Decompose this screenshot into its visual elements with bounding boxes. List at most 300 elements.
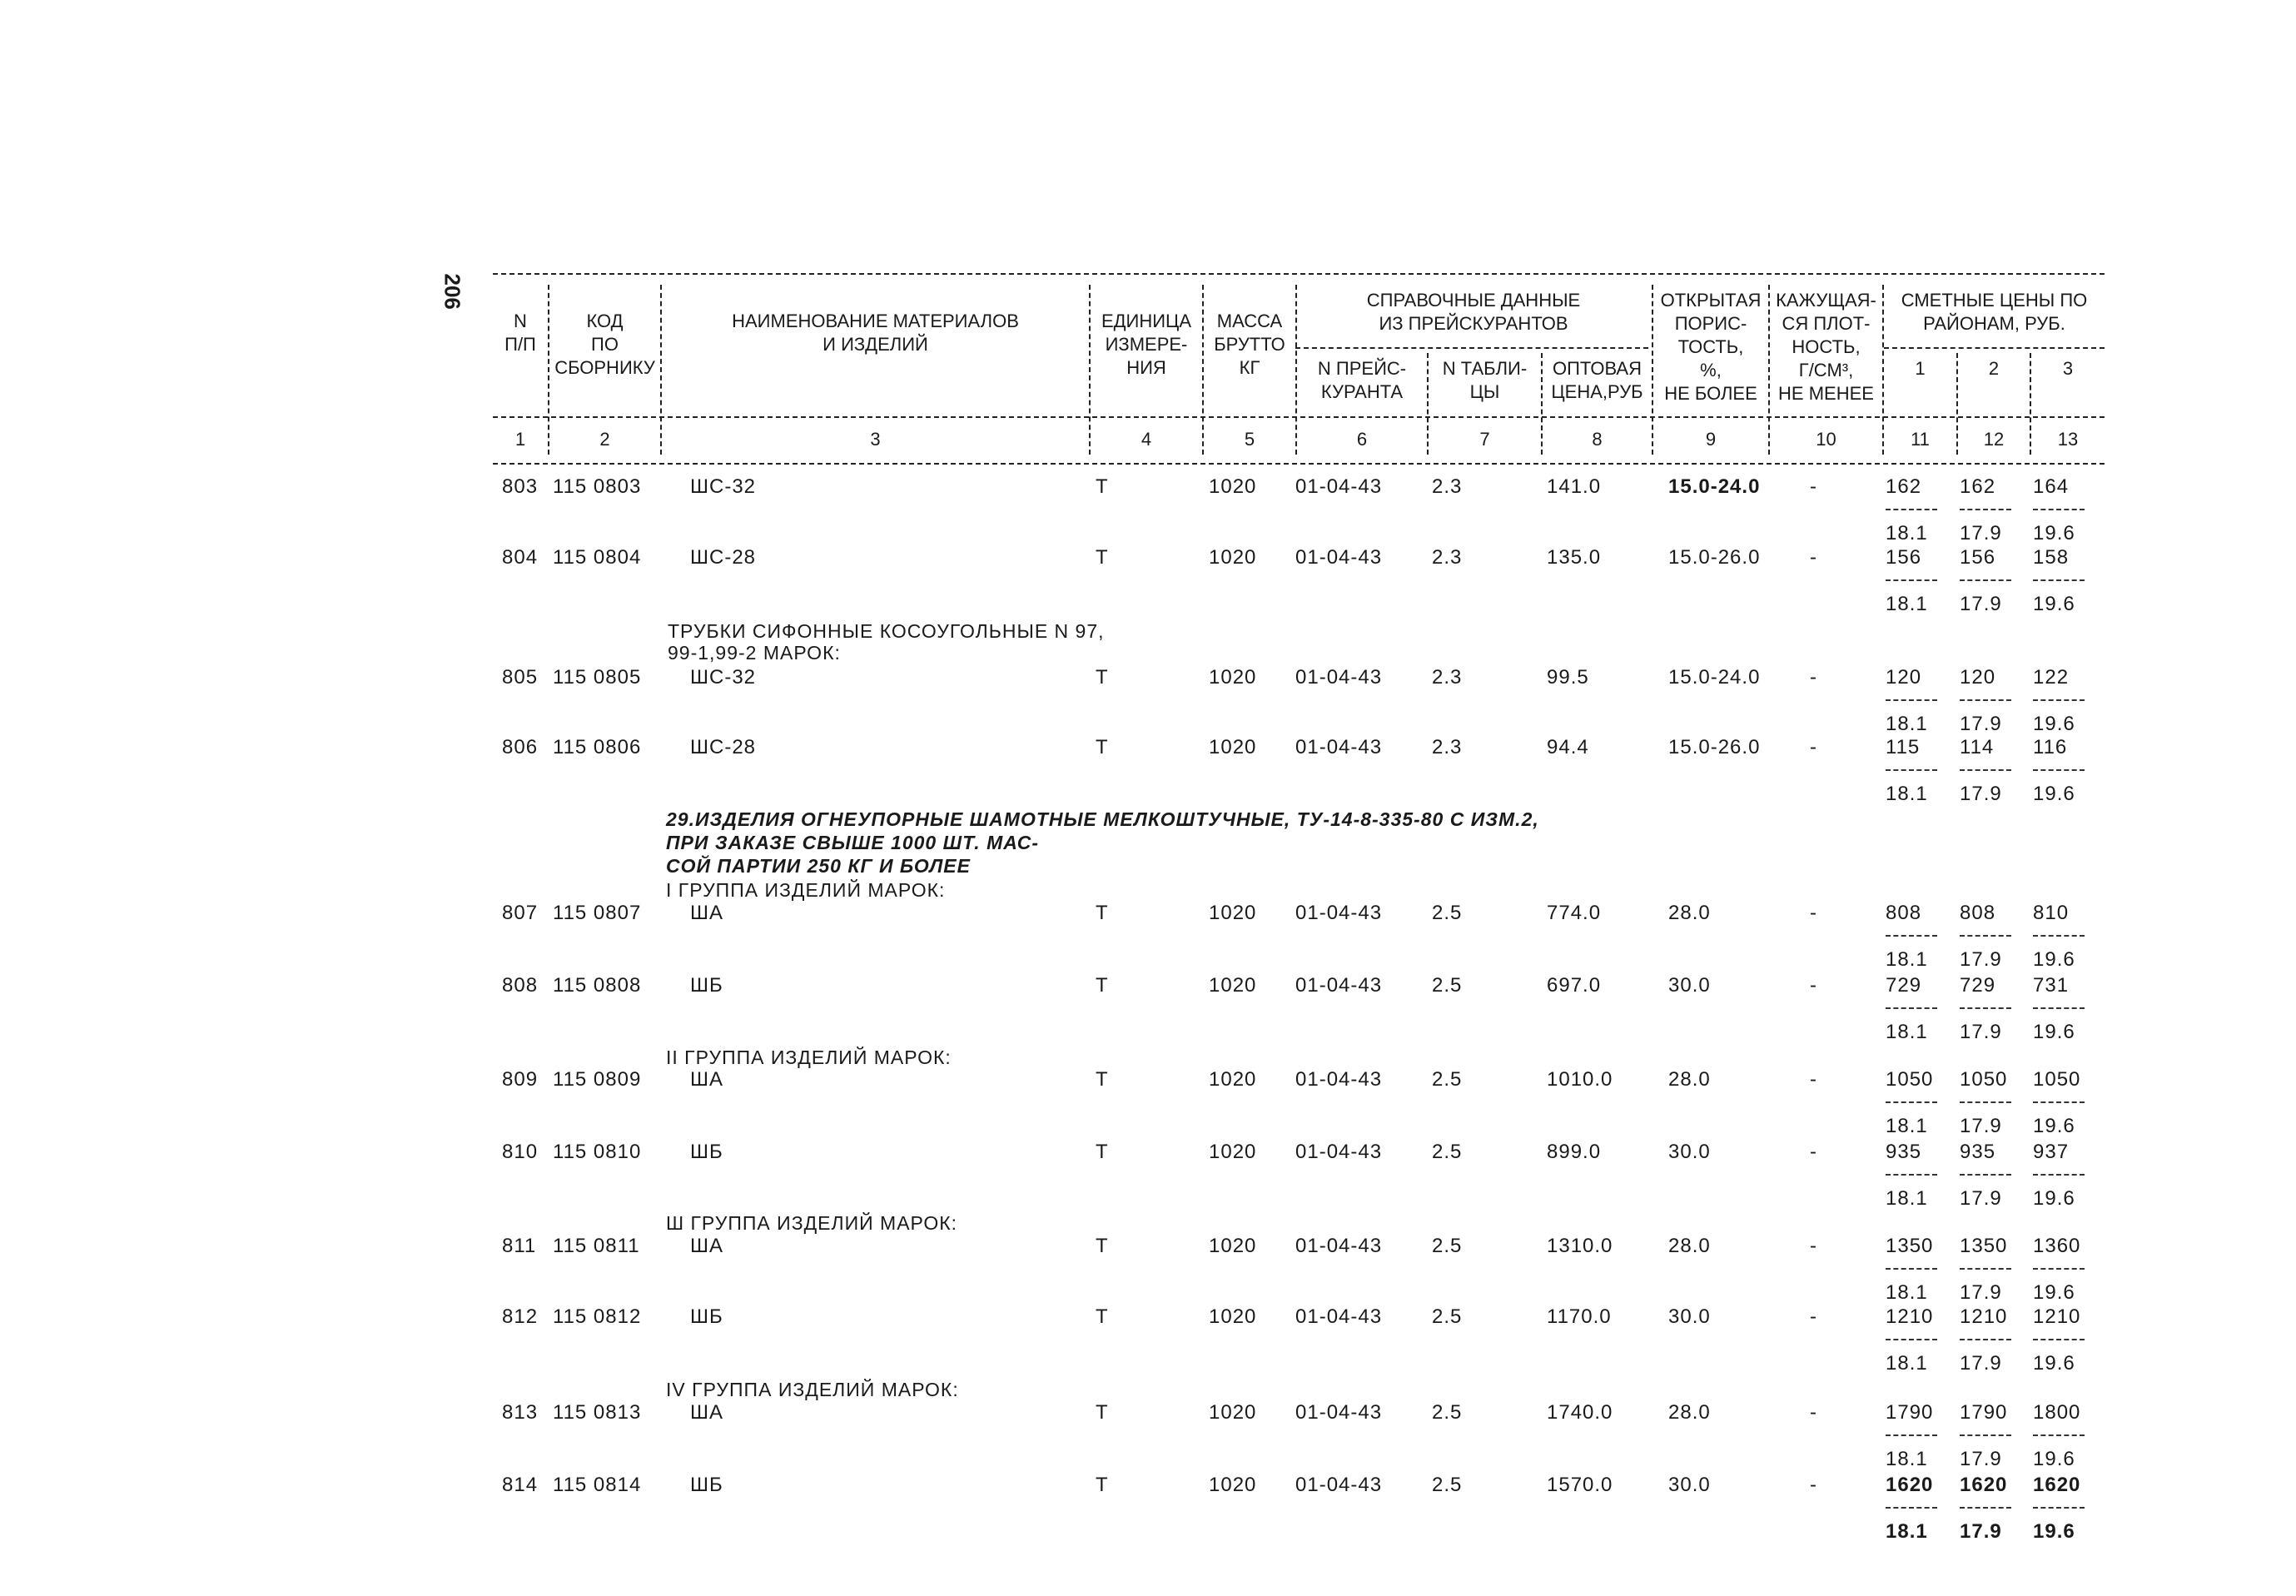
row-coefficient-region-1: 18.1 <box>1886 783 1928 805</box>
row-number: 813 <box>502 1401 539 1424</box>
row-pricelist: 01-04-43 <box>1295 1474 1383 1496</box>
row-mass: 1020 <box>1209 1474 1257 1496</box>
row-coefficient-region-1: 18.1 <box>1886 1115 1928 1137</box>
price-fraction-bar <box>1960 579 2011 581</box>
row-coefficient-region-1: 18.1 <box>1886 1021 1928 1043</box>
row-price-region-1: 162 <box>1886 475 1922 498</box>
row-coefficient-region-1: 18.1 <box>1886 1187 1928 1210</box>
header-price-group <box>1884 289 2105 336</box>
row-price-region-3: 937 <box>2033 1141 2070 1163</box>
row-table-no: 2.5 <box>1432 1235 1463 1257</box>
row-unit: Т <box>1096 974 1109 997</box>
header-text: НОСТЬ, <box>1792 336 1861 357</box>
header-text: ПОРИС- <box>1674 313 1747 334</box>
header-ref-group <box>1297 289 1650 336</box>
row-mass: 1020 <box>1209 546 1257 569</box>
row-material-name: ША <box>690 1401 724 1424</box>
price-fraction-bar <box>1886 579 1937 581</box>
row-price-region-1: 1050 <box>1886 1068 1934 1091</box>
header-text: И ИЗДЕЛИЙ <box>822 334 928 355</box>
row-number: 806 <box>502 736 539 758</box>
price-fraction-bar <box>1886 699 1937 701</box>
header-text: П/П <box>504 334 536 355</box>
section-heading: Ш ГРУППА ИЗДЕЛИЙ МАРОК: <box>666 1212 958 1234</box>
row-coefficient-region-3: 19.6 <box>2033 1448 2075 1470</box>
row-price-region-3: 122 <box>2033 666 2070 689</box>
price-fraction-bar <box>2033 1007 2085 1009</box>
row-porosity: 15.0-26.0 <box>1668 546 1761 569</box>
price-fraction-bar <box>1886 1268 1937 1270</box>
ref-group-rule <box>1295 347 1648 349</box>
header-region-2: 2 <box>1988 358 2000 379</box>
row-price-region-2: 1790 <box>1960 1401 2008 1424</box>
row-price-region-2: 162 <box>1960 475 1996 498</box>
row-wholesale-price: 1740.0 <box>1547 1401 1613 1424</box>
row-number: 811 <box>502 1235 537 1257</box>
price-fraction-bar <box>1886 1101 1937 1103</box>
header-text: КАЖУЩАЯ- <box>1776 290 1876 311</box>
row-price-region-2: 156 <box>1960 546 1996 569</box>
price-fraction-bar <box>1886 509 1937 510</box>
row-unit: Т <box>1096 1474 1109 1496</box>
row-pricelist: 01-04-43 <box>1295 666 1383 689</box>
price-fraction-bar <box>1960 1174 2011 1176</box>
row-table-no: 2.3 <box>1432 475 1463 498</box>
row-material-name: ШС-28 <box>690 736 757 758</box>
row-density: - <box>1810 1141 1817 1163</box>
header-text: N ТАБЛИ- <box>1442 358 1528 379</box>
row-number: 805 <box>502 666 539 689</box>
header-text: БРУТТО <box>1214 334 1285 355</box>
row-wholesale-price: 1170.0 <box>1547 1305 1612 1328</box>
row-coefficient-region-3: 19.6 <box>2033 1187 2075 1210</box>
row-coefficient-region-1: 18.1 <box>1886 1448 1928 1470</box>
header-col-n <box>493 310 548 356</box>
section-line: ТРУБКИ СИФОННЫЕ КОСОУГОЛЬНЫЕ N 97, <box>668 620 1105 642</box>
price-group-rule <box>1884 347 2105 349</box>
col-number: 10 <box>1816 429 1836 450</box>
section-heading <box>668 619 1105 664</box>
row-material-name: ША <box>690 1235 724 1257</box>
row-material-name: ШБ <box>690 1474 723 1496</box>
header-text: КУРАНТА <box>1320 381 1404 402</box>
header-col-code <box>549 310 660 380</box>
row-code: 115 0806 <box>553 736 642 758</box>
row-coefficient-region-1: 18.1 <box>1886 1352 1928 1375</box>
price-fraction-bar <box>1960 1268 2011 1270</box>
row-pricelist: 01-04-43 <box>1295 475 1383 498</box>
row-unit: Т <box>1096 1401 1109 1424</box>
row-porosity: 15.0-26.0 <box>1668 736 1761 758</box>
row-pricelist: 01-04-43 <box>1295 974 1383 997</box>
row-code: 115 0804 <box>553 546 642 569</box>
row-price-region-1: 808 <box>1886 902 1922 924</box>
header-text: ТОСТЬ, <box>1677 336 1744 357</box>
header-col-porosity <box>1653 289 1768 405</box>
header-text: ОПТОВАЯ <box>1553 358 1642 379</box>
row-unit: Т <box>1096 666 1109 689</box>
row-price-region-2: 935 <box>1960 1141 1996 1163</box>
row-material-name: ШБ <box>690 1141 723 1163</box>
price-fraction-bar <box>2033 1434 2085 1436</box>
row-mass: 1020 <box>1209 1401 1257 1424</box>
row-table-no: 2.3 <box>1432 666 1463 689</box>
row-density: - <box>1810 1068 1817 1091</box>
row-material-name: ШБ <box>690 1305 723 1328</box>
row-material-name: ША <box>690 902 724 924</box>
row-density: - <box>1810 1235 1817 1257</box>
row-price-region-1: 1210 <box>1886 1305 1934 1328</box>
row-mass: 1020 <box>1209 902 1257 924</box>
section-line: 29.ИЗДЕЛИЯ ОГНЕУПОРНЫЕ ШАМОТНЫЕ МЕЛКОШТУЧНЫЕ, ТУ-14-8-335-80 С ИЗМ.2, <box>666 808 1539 830</box>
row-coefficient-region-3: 19.6 <box>2033 783 2075 805</box>
row-wholesale-price: 899.0 <box>1547 1141 1602 1163</box>
row-price-region-1: 1350 <box>1886 1235 1934 1257</box>
row-coefficient-region-2: 17.9 <box>1960 1352 2002 1375</box>
price-fraction-bar <box>2033 509 2085 510</box>
row-wholesale-price: 1570.0 <box>1547 1474 1613 1496</box>
row-table-no: 2.5 <box>1432 902 1463 924</box>
row-density: - <box>1810 546 1817 569</box>
row-number: 810 <box>502 1141 539 1163</box>
price-fraction-bar <box>1886 935 1937 937</box>
header-text: КГ <box>1239 357 1260 378</box>
row-coefficient-region-3: 19.6 <box>2033 1520 2075 1543</box>
section-heading: IV ГРУППА ИЗДЕЛИЙ МАРОК: <box>666 1379 959 1400</box>
row-material-name: ШС-32 <box>690 666 757 689</box>
row-mass: 1020 <box>1209 974 1257 997</box>
row-pricelist: 01-04-43 <box>1295 902 1383 924</box>
row-coefficient-region-2: 17.9 <box>1960 948 2002 971</box>
header-region-3: 3 <box>2062 358 2074 379</box>
row-coefficient-region-2: 17.9 <box>1960 783 2002 805</box>
row-coefficient-region-2: 17.9 <box>1960 1187 2002 1210</box>
row-price-region-1: 729 <box>1886 974 1922 997</box>
row-mass: 1020 <box>1209 666 1257 689</box>
row-table-no: 2.5 <box>1432 1474 1463 1496</box>
price-fraction-bar <box>1960 509 2011 510</box>
row-price-region-2: 114 <box>1960 736 1995 758</box>
row-price-region-1: 156 <box>1886 546 1922 569</box>
price-fraction-bar <box>1960 699 2011 701</box>
row-price-region-3: 1620 <box>2033 1474 2081 1496</box>
col-number: 9 <box>1705 429 1717 450</box>
row-price-region-3: 1800 <box>2033 1401 2081 1424</box>
row-coefficient-region-2: 17.9 <box>1960 713 2002 735</box>
row-coefficient-region-3: 19.6 <box>2033 1115 2075 1137</box>
price-fraction-bar <box>1886 1507 1937 1509</box>
row-porosity: 30.0 <box>1668 974 1711 997</box>
price-fraction-bar <box>1886 769 1937 771</box>
row-wholesale-price: 1310.0 <box>1547 1235 1613 1257</box>
row-price-region-2: 729 <box>1960 974 1996 997</box>
row-code: 115 0807 <box>553 902 642 924</box>
price-fraction-bar <box>2033 935 2085 937</box>
header-text: ЦЕНА,РУБ <box>1551 381 1643 402</box>
section-heading: II ГРУППА ИЗДЕЛИЙ МАРОК: <box>666 1047 952 1068</box>
header-text: НЕ МЕНЕЕ <box>1778 383 1874 404</box>
row-price-region-3: 158 <box>2033 546 2070 569</box>
header-bottom-rule <box>493 463 2105 465</box>
header-region-1: 1 <box>1915 358 1926 379</box>
row-code: 115 0809 <box>553 1068 642 1091</box>
price-fraction-bar <box>1886 1007 1937 1009</box>
row-table-no: 2.5 <box>1432 1141 1463 1163</box>
row-number: 814 <box>502 1474 539 1496</box>
row-table-no: 2.3 <box>1432 546 1463 569</box>
col-number: 13 <box>2057 429 2079 450</box>
col-number: 12 <box>1983 429 2005 450</box>
header-text: СПРАВОЧНЫЕ ДАННЫЕ <box>1366 290 1581 311</box>
row-number: 812 <box>502 1305 539 1328</box>
header-text: НИЯ <box>1126 357 1166 378</box>
header-text: НАИМЕНОВАНИЕ МАТЕРИАЛОВ <box>732 311 1019 331</box>
price-fraction-bar <box>2033 1268 2085 1270</box>
price-fraction-bar <box>2033 1174 2085 1176</box>
row-table-no: 2.5 <box>1432 974 1463 997</box>
row-coefficient-region-2: 17.9 <box>1960 1021 2002 1043</box>
row-coefficient-region-3: 19.6 <box>2033 713 2075 735</box>
row-porosity: 28.0 <box>1668 1235 1711 1257</box>
row-code: 115 0814 <box>553 1474 642 1496</box>
row-price-region-3: 1360 <box>2033 1235 2081 1257</box>
col-number: 8 <box>1592 429 1603 450</box>
price-fraction-bar <box>1886 1434 1937 1436</box>
header-col-unit <box>1091 310 1202 380</box>
price-fraction-bar <box>2033 1101 2085 1103</box>
row-price-region-3: 1050 <box>2033 1068 2081 1091</box>
row-material-name: ШС-32 <box>690 475 757 498</box>
row-mass: 1020 <box>1209 736 1257 758</box>
price-fraction-bar <box>1886 1339 1937 1340</box>
page-number: 206 <box>440 273 465 310</box>
header-col-mass <box>1204 310 1295 380</box>
row-unit: Т <box>1096 736 1109 758</box>
row-wholesale-price: 697.0 <box>1547 974 1602 997</box>
row-code: 115 0810 <box>553 1141 642 1163</box>
row-price-region-3: 164 <box>2033 475 2070 498</box>
row-coefficient-region-2: 17.9 <box>1960 522 2002 544</box>
row-price-region-3: 116 <box>2033 736 2068 758</box>
row-coefficient-region-1: 18.1 <box>1886 593 1928 615</box>
row-coefficient-region-3: 19.6 <box>2033 522 2075 544</box>
header-text: ЦЫ <box>1469 381 1500 402</box>
row-price-region-2: 1050 <box>1960 1068 2008 1091</box>
price-fraction-bar <box>1960 769 2011 771</box>
row-coefficient-region-2: 17.9 <box>1960 1115 2002 1137</box>
header-text: %, <box>1700 360 1722 380</box>
row-porosity: 28.0 <box>1668 1401 1711 1424</box>
row-mass: 1020 <box>1209 1235 1257 1257</box>
col-number: 6 <box>1356 429 1368 450</box>
row-coefficient-region-2: 17.9 <box>1960 1520 2002 1543</box>
header-text: СЯ ПЛОТ- <box>1782 313 1871 334</box>
row-pricelist: 01-04-43 <box>1295 1305 1383 1328</box>
row-code: 115 0805 <box>553 666 642 689</box>
price-fraction-bar <box>1886 1174 1937 1176</box>
row-price-region-3: 810 <box>2033 902 2070 924</box>
header-col-wholesale <box>1543 357 1652 404</box>
row-coefficient-region-3: 19.6 <box>2033 1021 2075 1043</box>
header-text: КОД <box>586 311 624 331</box>
row-pricelist: 01-04-43 <box>1295 1068 1383 1091</box>
section-heading: I ГРУППА ИЗДЕЛИЙ МАРОК: <box>666 879 946 901</box>
header-sub-rule <box>493 416 2105 418</box>
col-number: 1 <box>514 429 526 450</box>
header-text: Г/СМ³, <box>1798 360 1854 380</box>
row-material-name: ШС-28 <box>690 546 757 569</box>
header-text: СБОРНИКУ <box>554 357 655 378</box>
row-number: 807 <box>502 902 539 924</box>
col-number: 4 <box>1141 429 1152 450</box>
header-text: ЕДИНИЦА <box>1101 311 1192 331</box>
row-coefficient-region-3: 19.6 <box>2033 593 2075 615</box>
row-density: - <box>1810 1305 1817 1328</box>
row-porosity: 28.0 <box>1668 902 1711 924</box>
header-text: N <box>514 311 527 331</box>
col-number: 5 <box>1244 429 1255 450</box>
section-heading <box>666 808 1539 878</box>
row-density: - <box>1810 475 1817 498</box>
row-mass: 1020 <box>1209 475 1257 498</box>
row-coefficient-region-1: 18.1 <box>1886 1520 1928 1543</box>
row-coefficient-region-3: 19.6 <box>2033 948 2075 971</box>
row-unit: Т <box>1096 902 1109 924</box>
row-coefficient-region-1: 18.1 <box>1886 713 1928 735</box>
price-fraction-bar <box>1960 1101 2011 1103</box>
col-number: 3 <box>870 429 881 450</box>
row-price-region-1: 935 <box>1886 1141 1922 1163</box>
header-text: МАССА <box>1216 311 1283 331</box>
row-price-region-1: 1790 <box>1886 1401 1934 1424</box>
row-wholesale-price: 99.5 <box>1547 666 1589 689</box>
col-number: 2 <box>599 429 610 450</box>
row-porosity: 28.0 <box>1668 1068 1711 1091</box>
row-pricelist: 01-04-43 <box>1295 1401 1383 1424</box>
row-material-name: ША <box>690 1068 724 1091</box>
header-text: РАЙОНАМ, РУБ. <box>1923 313 2065 334</box>
row-price-region-1: 1620 <box>1886 1474 1934 1496</box>
row-number: 804 <box>502 546 539 569</box>
row-unit: Т <box>1096 475 1109 498</box>
row-coefficient-region-3: 19.6 <box>2033 1352 2075 1375</box>
header-text: СМЕТНЫЕ ЦЕНЫ ПО <box>1901 290 2088 311</box>
row-mass: 1020 <box>1209 1141 1257 1163</box>
row-porosity: 30.0 <box>1668 1474 1711 1496</box>
row-coefficient-region-1: 18.1 <box>1886 522 1928 544</box>
price-fraction-bar <box>1960 935 2011 937</box>
header-text: НЕ БОЛЕЕ <box>1664 383 1757 404</box>
row-code: 115 0803 <box>553 475 642 498</box>
row-coefficient-region-2: 17.9 <box>1960 1281 2002 1304</box>
row-table-no: 2.5 <box>1432 1068 1463 1091</box>
col-number: 7 <box>1479 429 1490 450</box>
row-material-name: ШБ <box>690 974 723 997</box>
price-fraction-bar <box>2033 1507 2085 1509</box>
row-coefficient-region-1: 18.1 <box>1886 948 1928 971</box>
row-unit: Т <box>1096 1141 1109 1163</box>
row-code: 115 0811 <box>553 1235 640 1257</box>
row-density: - <box>1810 1474 1817 1496</box>
section-line: СОЙ ПАРТИИ 250 КГ И БОЛЕЕ <box>666 855 971 877</box>
header-col-table <box>1429 357 1541 404</box>
header-col-pricelist <box>1297 357 1427 404</box>
row-number: 808 <box>502 974 539 997</box>
row-price-region-3: 731 <box>2033 974 2070 997</box>
row-density: - <box>1810 902 1817 924</box>
row-density: - <box>1810 736 1817 758</box>
row-coefficient-region-1: 18.1 <box>1886 1281 1928 1304</box>
row-porosity: 30.0 <box>1668 1305 1711 1328</box>
row-wholesale-price: 141.0 <box>1547 475 1602 498</box>
price-fraction-bar <box>1960 1339 2011 1340</box>
header-text: ИЗ ПРЕЙСКУРАНТОВ <box>1379 313 1568 334</box>
row-unit: Т <box>1096 546 1109 569</box>
row-wholesale-price: 94.4 <box>1547 736 1589 758</box>
price-fraction-bar <box>2033 1339 2085 1340</box>
col-number: 11 <box>1911 429 1930 450</box>
price-fraction-bar <box>1960 1507 2011 1509</box>
row-code: 115 0813 <box>553 1401 642 1424</box>
row-wholesale-price: 1010.0 <box>1547 1068 1613 1091</box>
header-col-density <box>1770 289 1882 405</box>
row-pricelist: 01-04-43 <box>1295 1141 1383 1163</box>
price-fraction-bar <box>2033 699 2085 701</box>
row-density: - <box>1810 974 1817 997</box>
row-density: - <box>1810 1401 1817 1424</box>
row-unit: Т <box>1096 1068 1109 1091</box>
row-coefficient-region-3: 19.6 <box>2033 1281 2075 1304</box>
row-pricelist: 01-04-43 <box>1295 1235 1383 1257</box>
row-price-region-1: 120 <box>1886 666 1922 689</box>
row-number: 809 <box>502 1068 539 1091</box>
row-porosity: 30.0 <box>1668 1141 1711 1163</box>
row-price-region-2: 120 <box>1960 666 1996 689</box>
row-table-no: 2.5 <box>1432 1401 1463 1424</box>
row-pricelist: 01-04-43 <box>1295 546 1383 569</box>
row-coefficient-region-2: 17.9 <box>1960 593 2002 615</box>
row-wholesale-price: 135.0 <box>1547 546 1602 569</box>
section-line: ПРИ ЗАКАЗЕ СВЫШЕ 1000 ШТ. МАС- <box>666 832 1039 853</box>
price-fraction-bar <box>2033 579 2085 581</box>
header-text: N ПРЕЙС- <box>1317 358 1407 379</box>
row-unit: Т <box>1096 1235 1109 1257</box>
price-fraction-bar <box>1960 1007 2011 1009</box>
row-coefficient-region-2: 17.9 <box>1960 1448 2002 1470</box>
row-density: - <box>1810 666 1817 689</box>
row-mass: 1020 <box>1209 1305 1257 1328</box>
row-pricelist: 01-04-43 <box>1295 736 1383 758</box>
row-porosity: 15.0-24.0 <box>1668 666 1761 689</box>
row-price-region-3: 1210 <box>2033 1305 2081 1328</box>
header-text: ПО <box>591 334 619 355</box>
row-price-region-2: 808 <box>1960 902 1996 924</box>
price-fraction-bar <box>1960 1434 2011 1436</box>
row-table-no: 2.5 <box>1432 1305 1463 1328</box>
header-top-rule <box>493 273 2105 275</box>
section-line: 99-1,99-2 МАРОК: <box>668 642 841 664</box>
row-code: 115 0812 <box>553 1305 642 1328</box>
row-number: 803 <box>502 475 539 498</box>
header-col-name <box>662 310 1089 356</box>
price-fraction-bar <box>2033 769 2085 771</box>
row-table-no: 2.3 <box>1432 736 1463 758</box>
row-price-region-2: 1350 <box>1960 1235 2008 1257</box>
row-wholesale-price: 774.0 <box>1547 902 1602 924</box>
row-code: 115 0808 <box>553 974 642 997</box>
row-price-region-2: 1620 <box>1960 1474 2008 1496</box>
row-price-region-1: 115 <box>1886 736 1921 758</box>
